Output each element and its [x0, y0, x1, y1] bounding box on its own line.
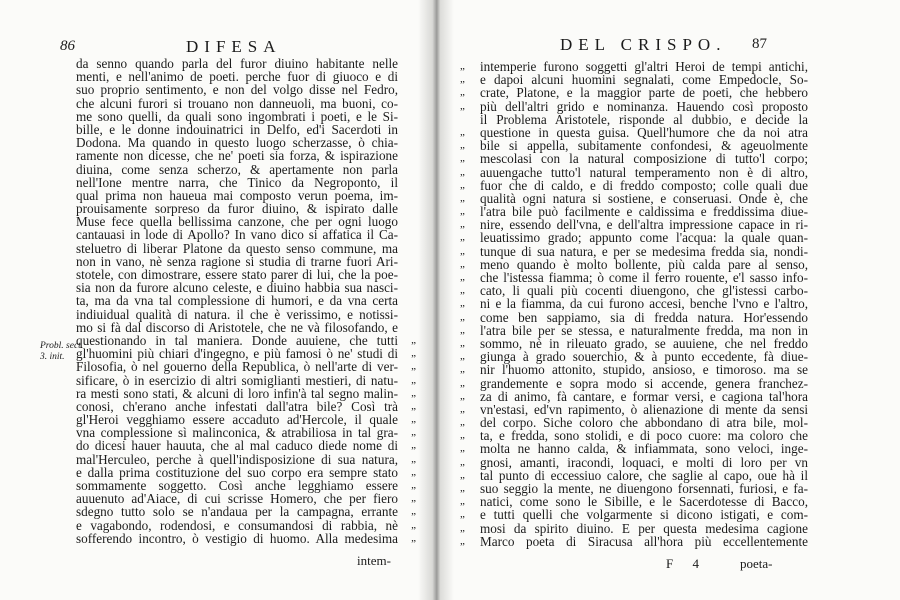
catchword-right: poeta- [740, 556, 773, 571]
quotation-mark: „ [411, 518, 416, 531]
text-line-content: stotele, con dimostrare, essere stato parer di lui, che la poe- [76, 267, 398, 282]
text-line-content: indiuidual qualità di natura. il che è verissimo, e notissi- [76, 306, 398, 322]
quotation-mark: „ [411, 399, 416, 412]
text-line-content: mal'Herculeo, perche à quell'indisposizione di sua natura, [76, 451, 398, 467]
text-line-content: e tutti quelli che volgarmente si dicono istigati, e com- [480, 507, 808, 523]
text-line-content: auuenuto ad'Aiace, di cui scrisse Homero, che per fiero [76, 491, 398, 507]
quotation-mark: „ [460, 376, 465, 389]
quotation-mark: „ [460, 416, 465, 429]
catchword-left: intem- [357, 553, 391, 568]
text-line-content: vn'estasi, ed'vn rapimento, ò alienazione di mente da sensi [480, 401, 808, 417]
quotation-mark: „ [460, 139, 465, 152]
text-line-content: sofferendo incontro, ò vestigio di huomo. Alla medesima [76, 530, 398, 546]
text-line-content: gl'Heroi vegghiamo essere accaduto ad'Hercole, il quale [76, 412, 398, 428]
text-line-content: il Problema Aristotele, risponde al dubbio, e decide la [480, 111, 808, 127]
text-line-content: suo seggio la mente, ne diuengono forsennati, furiosi, e fa- [480, 481, 808, 496]
text-line-content: questionando in tal maniera. Donde auuiene, che tutti [76, 332, 398, 348]
text-line-content: Muse fece quella bellissima canzone, che per ogni luogo [76, 214, 398, 230]
text-line-content: e dapoi alcuni huomini segnalati, come Empedocle, So- [480, 72, 808, 88]
text-line-content: ra mesti sono stati, & alcuni di loro infin'à tal segno malin- [76, 385, 398, 401]
text-line-content: me sono quelli, da quali sono ingombrati i poeti, e le Si- [76, 108, 398, 124]
quotation-mark: „ [460, 152, 465, 165]
quotation-mark: „ [460, 442, 465, 455]
text-line-content: e dalla prima costituzione del suo corpo era sempre stato [76, 464, 398, 480]
text-line-content: qual prima non haueua mai composto verun poema, im- [76, 187, 398, 203]
quotation-mark: „ [460, 429, 465, 442]
quotation-mark: „ [411, 439, 416, 452]
text-line-content: qualità ogni natura si sostiene, e conseruasi. Onde è, che [480, 190, 808, 206]
left-page [0, 0, 432, 600]
text-line-content: bille, e le donne indouinatrici in Delfo, ed'i Sacerdoti in [76, 121, 398, 137]
quotation-mark: „ [460, 297, 465, 310]
text-line-content: Marco poeta di Siracusa all'hora più eccellentemente [480, 533, 808, 549]
quotation-mark: „ [460, 178, 465, 191]
quotation-mark: „ [460, 125, 465, 138]
text-line-content: grandemente e sopra modo si accende, genera franchez- [480, 375, 808, 391]
quotation-mark: „ [460, 310, 465, 323]
quotation-mark: „ [460, 191, 465, 204]
text-line-content: gnosi, amanti, iracondi, loquaci, e molti di loro per vn [480, 454, 808, 470]
text-line-content: mosi da spirito diuino. E per questa medesima cagione [480, 520, 808, 536]
quotation-mark: „ [460, 521, 465, 534]
text-line-content: gl'huomini più chiari d'ingegno, e più famosi ò ne' studi di [76, 346, 398, 362]
quotation-mark: „ [411, 492, 416, 505]
text-line-content: diuina, come senza scherzo, & apertamente non parla [76, 161, 398, 177]
text-line-content: sia non da furore alcuno celeste, e diuino habbia sua nasci- [76, 280, 398, 296]
text-line-content: come ben sappiamo, sia di fredda natura. Hor'essendo [480, 309, 808, 325]
text-line-content: molta ne hanno calda, & infiammata, sono veloci, inge- [480, 441, 808, 457]
quotation-mark: „ [411, 386, 416, 399]
quotation-mark: „ [411, 413, 416, 426]
text-line-content: nire, essendo dell'vna, e dell'altra impressione capace in ri- [480, 217, 808, 233]
quotation-mark: „ [460, 271, 465, 283]
quotation-mark: „ [460, 218, 465, 231]
quotation-mark: „ [460, 231, 465, 244]
text-line-content: crate, Platone, e la maggior parte de poeti, che hebbero [480, 85, 808, 101]
quotation-mark: „ [460, 205, 465, 218]
text-line-content: l'atra bile per se stessa, e naturalmente fredda, ma non in [480, 322, 808, 338]
text-line-content: cato, li quali più cocenti diuengono, che gl'istessi carbo- [480, 283, 808, 299]
text-line-content: suo proprio sentimento, e non del volgo disse nel Fedro, [76, 82, 398, 98]
quotation-mark: „ [460, 534, 465, 547]
text-line-content: prouisamente sorpreso da furor diuino, & ispirato dalle [76, 201, 398, 217]
quotation-mark: „ [460, 350, 465, 363]
text-line-content: non in vano, nè senza ragione si studia di trarne fuori Ari- [76, 253, 398, 269]
text-line-content: auuengache tutto'l natural temperamento non è di altro, [480, 164, 808, 180]
text-line-content: mescolasi con la natural composizione di tutto'l corpo; [480, 151, 808, 167]
text-line-content: tal punto di eccessiuo calore, che saglie al capo, oue hà il [480, 467, 808, 483]
text-line-content: fuor che di caldo, e di freddo composto; colle quali due [480, 177, 808, 193]
quotation-mark: „ [411, 333, 416, 346]
text-line-content: del corpo. Siche coloro che abbondano di atra bile, mol- [480, 415, 808, 431]
text-line-content: sdegno tutto solo se n'andaua per la campagna, errante [76, 504, 398, 520]
right-page [440, 0, 900, 600]
text-line-content: questione in questa guisa. Quell'humore che da noi atra [480, 124, 808, 140]
text-line-content: Filosofia, ò nel gouerno della Republica, ò nell'arte di ver- [76, 359, 398, 375]
book-gutter [418, 0, 454, 600]
text-line-content: steluetro di liberar Platone da questo senso commune, ma [76, 240, 398, 256]
quotation-mark: „ [460, 73, 465, 86]
page-number-right: 87 [752, 36, 767, 52]
text-line-content: bile si appella, subitamente confondesi, & ageuolmente [480, 138, 808, 154]
text-line-content: sommo, nè in rileuato grado, se auuiene, che nel freddo [480, 335, 808, 351]
quotation-mark: „ [460, 323, 465, 336]
quotation-mark: „ [411, 452, 416, 465]
text-line-content: ta, e fredda, sono stolidi, e di poco cuore: ma coloro che [480, 428, 808, 444]
quotation-mark: „ [411, 373, 416, 386]
text-line-content: do dicesi hauer hauuta, che al mal caduco diede nome di [76, 438, 398, 454]
quotation-mark: „ [460, 99, 465, 112]
text-line-content: vna complessione sì malinconica, & atrabiliosa in tal gra- [76, 425, 398, 441]
text-line-content: conosi, ch'erano anche infestati dall'atra bile? Così trà [76, 398, 398, 414]
quotation-mark: „ [411, 505, 416, 518]
quotation-mark: „ [460, 336, 465, 349]
text-line-content: ta, ma da vna tal complessione di humori, e da vna certa [76, 293, 398, 309]
page-number-left: 86 [60, 38, 75, 54]
text-line-content: ni e la fiamma, da cui furono accesi, benche l'vno e l'altro, [480, 296, 808, 312]
text-line-content: cantauasi in lode di Apollo? In vano dico si affatica il Ca- [76, 227, 398, 243]
text-line-content: più dell'altri grido e nominanza. Hauendo così proposto [480, 98, 808, 114]
quotation-mark: „ [460, 402, 465, 415]
running-head-left: DIFESA [186, 37, 282, 56]
quotation-mark: „ [460, 455, 465, 468]
text-line-content: intemperie furono soggetti gl'altri Heroi de tempi antichi, [480, 59, 808, 74]
signature-mark: F 4 [666, 556, 707, 571]
text-line-content: l'atra bile può facilmente e caldissima e freddissima diue- [480, 204, 808, 220]
text-line-content: che alcuni furori si trouano non danneuoli, ma buoni, co- [76, 95, 398, 111]
text-line-content: Dodona. Ma quando in questo luogo scherzasse, ò chia- [76, 135, 398, 151]
right-page-text [460, 59, 808, 549]
quotation-mark: „ [460, 86, 465, 99]
text-line-content: che l'istessa fiamma; ò come il ferro rouente, e'l sasso info- [480, 270, 808, 285]
quotation-mark: „ [460, 389, 465, 402]
text-line-content: nir l'huomo attonito, stupido, ansioso, e timoroso. ma se [480, 362, 808, 378]
quotation-mark: „ [460, 284, 465, 297]
text-line-content: giunga à grado souerchio, & à punto eccedente, fà diue- [480, 349, 808, 365]
text-line-content: meno quando è molto bollente, più calda pare al senso, [480, 256, 808, 272]
text-line-content: tunque di sua natura, e per se medesima fredda sia, nondi- [480, 243, 808, 259]
quotation-mark: „ [411, 426, 416, 439]
text-line-content: e vagabondo, rodendosi, e consumandosi di rabbia, nè [76, 517, 398, 533]
text-line-content: mo si fà dal discorso di Aristotele, che ne và filosofando, e [76, 319, 398, 335]
text-line-content: da senno quando parla del furor diuino habitante nelle [76, 56, 398, 71]
quotation-mark: „ [411, 465, 416, 478]
quotation-mark: „ [460, 257, 465, 270]
text-line [76, 530, 416, 546]
quotation-mark: „ [411, 531, 416, 544]
quotation-mark: „ [460, 468, 465, 481]
quotation-mark: „ [460, 482, 465, 494]
quotation-mark: „ [411, 347, 416, 360]
quotation-mark: „ [460, 495, 465, 508]
text-line-content: ramente non dicesse, che ne' poeti sia forza, & ispirazione [76, 148, 398, 164]
text-line-content: sommamente soggetto. Così anche legghiamo essere [76, 478, 398, 493]
quotation-mark: „ [460, 244, 465, 257]
text-line-content: natici, come sono le Sibille, e le Sacerdotesse di Bacco, [480, 494, 808, 510]
quotation-mark: „ [460, 508, 465, 521]
left-page-text [76, 56, 416, 546]
running-head-right: DEL CRISPO. [560, 35, 727, 54]
text-line-content: leuatissimo grado; appunto come l'acqua: la quale quan- [480, 230, 808, 246]
quotation-mark: „ [460, 165, 465, 178]
quotation-mark: „ [411, 360, 416, 373]
quotation-mark: „ [411, 479, 416, 491]
margin-note-line: Probl. sect. [40, 341, 84, 351]
text-line-content: menti, e nell'animo de poeti. perche fuor di giuoco e di [76, 69, 398, 85]
text-line-content: za di animo, fà cantare, e formar versi, e cagiona tal'hora [480, 388, 808, 404]
margin-note-line: 3. init. [40, 352, 65, 362]
quotation-mark: „ [460, 60, 465, 72]
quotation-mark: „ [460, 363, 465, 376]
text-line [460, 533, 808, 549]
text-line-content: sificare, ò in esercizio di altri somiglianti mestieri, di natu- [76, 372, 398, 388]
text-line-content: nell'Ione mentre narra, che Tinico da Negroponto, il [76, 174, 398, 190]
